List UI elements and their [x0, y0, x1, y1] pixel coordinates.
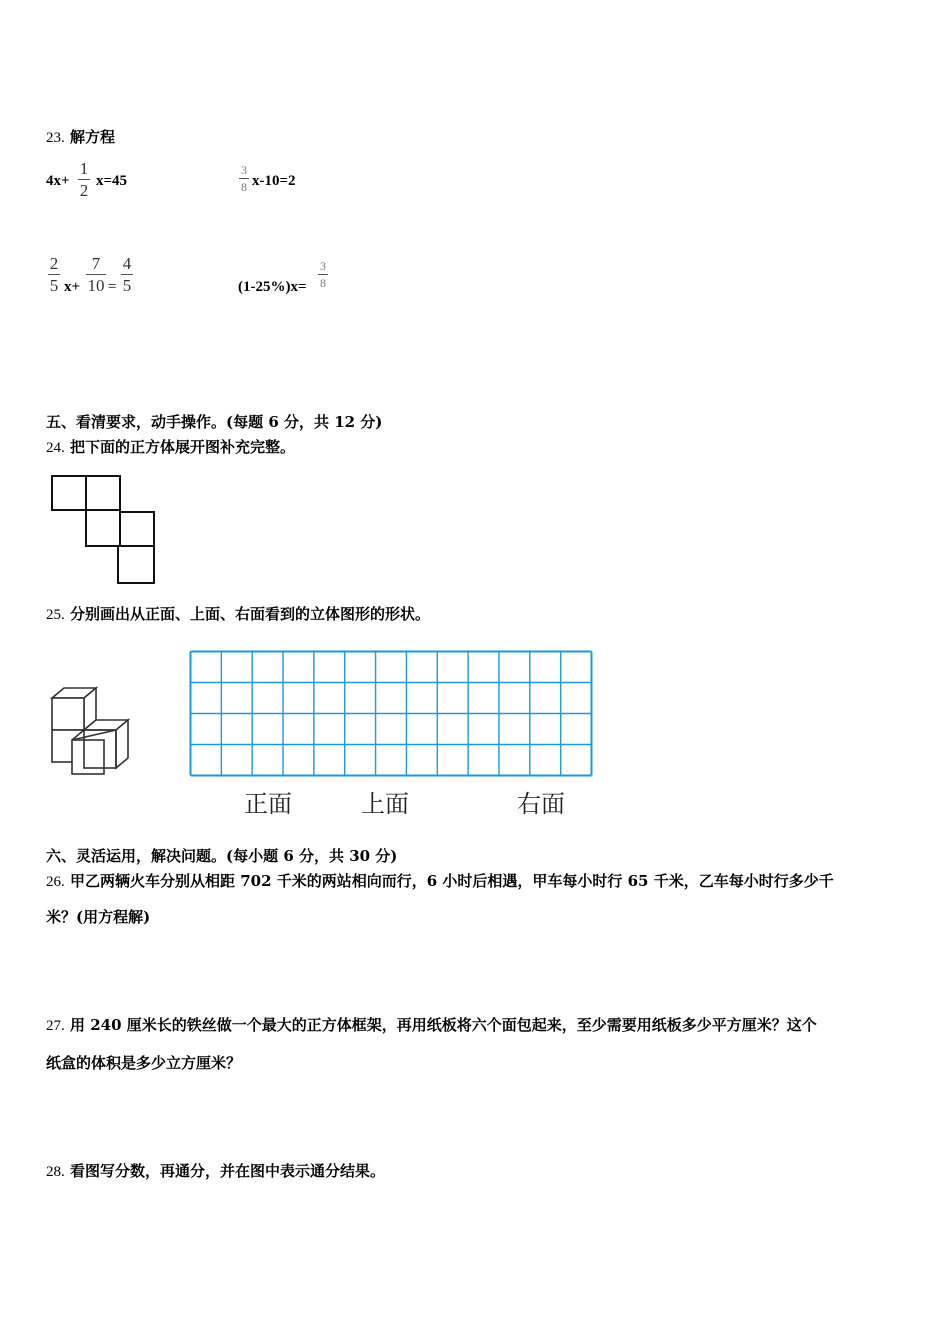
eq4-fraction: [318, 260, 328, 289]
eq4-prefix: (1-25%)x=: [238, 279, 307, 295]
q27-line-1: [46, 1015, 817, 1036]
net-square: [86, 510, 120, 546]
cube-net-figure: [48, 472, 160, 588]
eq1-fraction: [78, 160, 90, 199]
eq3-fraction-3: [121, 255, 133, 294]
q23-title-text: 解方程: [69, 128, 115, 146]
eq4-denominator: 8: [320, 276, 326, 290]
stacked-cubes-figure: [46, 684, 136, 776]
eq2-denominator: 8: [241, 180, 247, 194]
drawing-grid[interactable]: [189, 650, 594, 778]
net-square: [118, 546, 154, 583]
net-square: [52, 476, 86, 510]
eq3-den-2: 10: [87, 276, 105, 295]
eq3-num-2: 7: [91, 254, 101, 273]
q25-text: 分别画出从正面、上面、右面看到的立体图形的形状。: [69, 605, 430, 623]
q28-number: 28.: [46, 1164, 65, 1180]
q25-title: [46, 604, 430, 625]
net-square: [86, 476, 120, 510]
section-5-title: 五、看清要求，动手操作。(每题 6 分，共 12 分): [46, 413, 383, 431]
q24-title: [46, 437, 295, 458]
eq2-fraction: [239, 164, 249, 193]
section-6-title: 六、灵活运用，解决问题。(每小题 6 分，共 30 分): [46, 847, 398, 865]
q24-number: 24.: [46, 440, 65, 456]
q28-title: [46, 1161, 385, 1182]
q27-number: 27.: [46, 1018, 65, 1034]
q23-number: 23.: [46, 130, 65, 146]
q23-title: [46, 127, 115, 148]
eq2-suffix: x-10=2: [252, 173, 296, 189]
eq2-numerator: 3: [241, 163, 247, 177]
q28-text: 看图写分数，再通分，并在图中表示通分结果。: [69, 1162, 385, 1180]
label-top-view: 上面: [361, 790, 409, 818]
label-front-view: 正面: [244, 790, 292, 818]
eq4-numerator: 3: [320, 259, 326, 273]
eq3-fraction-1: [48, 255, 60, 294]
eq3-num-1: 2: [49, 254, 59, 273]
eq1-suffix: x=45: [96, 173, 128, 189]
eq3-equals: =: [108, 279, 117, 295]
q26-number: 26.: [46, 874, 65, 890]
eq3-mid: x+: [64, 279, 81, 295]
label-right-view: 右面: [517, 790, 565, 818]
q25-number: 25.: [46, 607, 65, 623]
q26-line-2: 米？(用方程解): [46, 908, 151, 926]
q27-text-1: 用 240 厘米长的铁丝做一个最大的正方体框架，再用纸板将六个面包起来，至少需要用纸板多少平方厘米？这个: [69, 1016, 817, 1034]
q26-line-1: [46, 871, 834, 892]
q27-line-2: 纸盒的体积是多少立方厘米？: [46, 1054, 242, 1072]
eq3-den-3: 5: [122, 276, 132, 295]
eq1-denominator: 2: [79, 181, 89, 200]
eq3-fraction-2: [86, 255, 106, 294]
eq3-den-1: 5: [49, 276, 59, 295]
q24-text: 把下面的正方体展开图补充完整。: [69, 438, 295, 456]
eq1-numerator: 1: [79, 159, 89, 178]
q26-text-1: 甲乙两辆火车分别从相距 702 千米的两站相向而行，6 小时后相遇，甲车每小时行 65 千米，乙车每小时行多少千: [69, 872, 834, 890]
eq1-prefix: 4x+: [46, 173, 70, 189]
net-square: [120, 512, 154, 546]
eq3-num-3: 4: [122, 254, 132, 273]
